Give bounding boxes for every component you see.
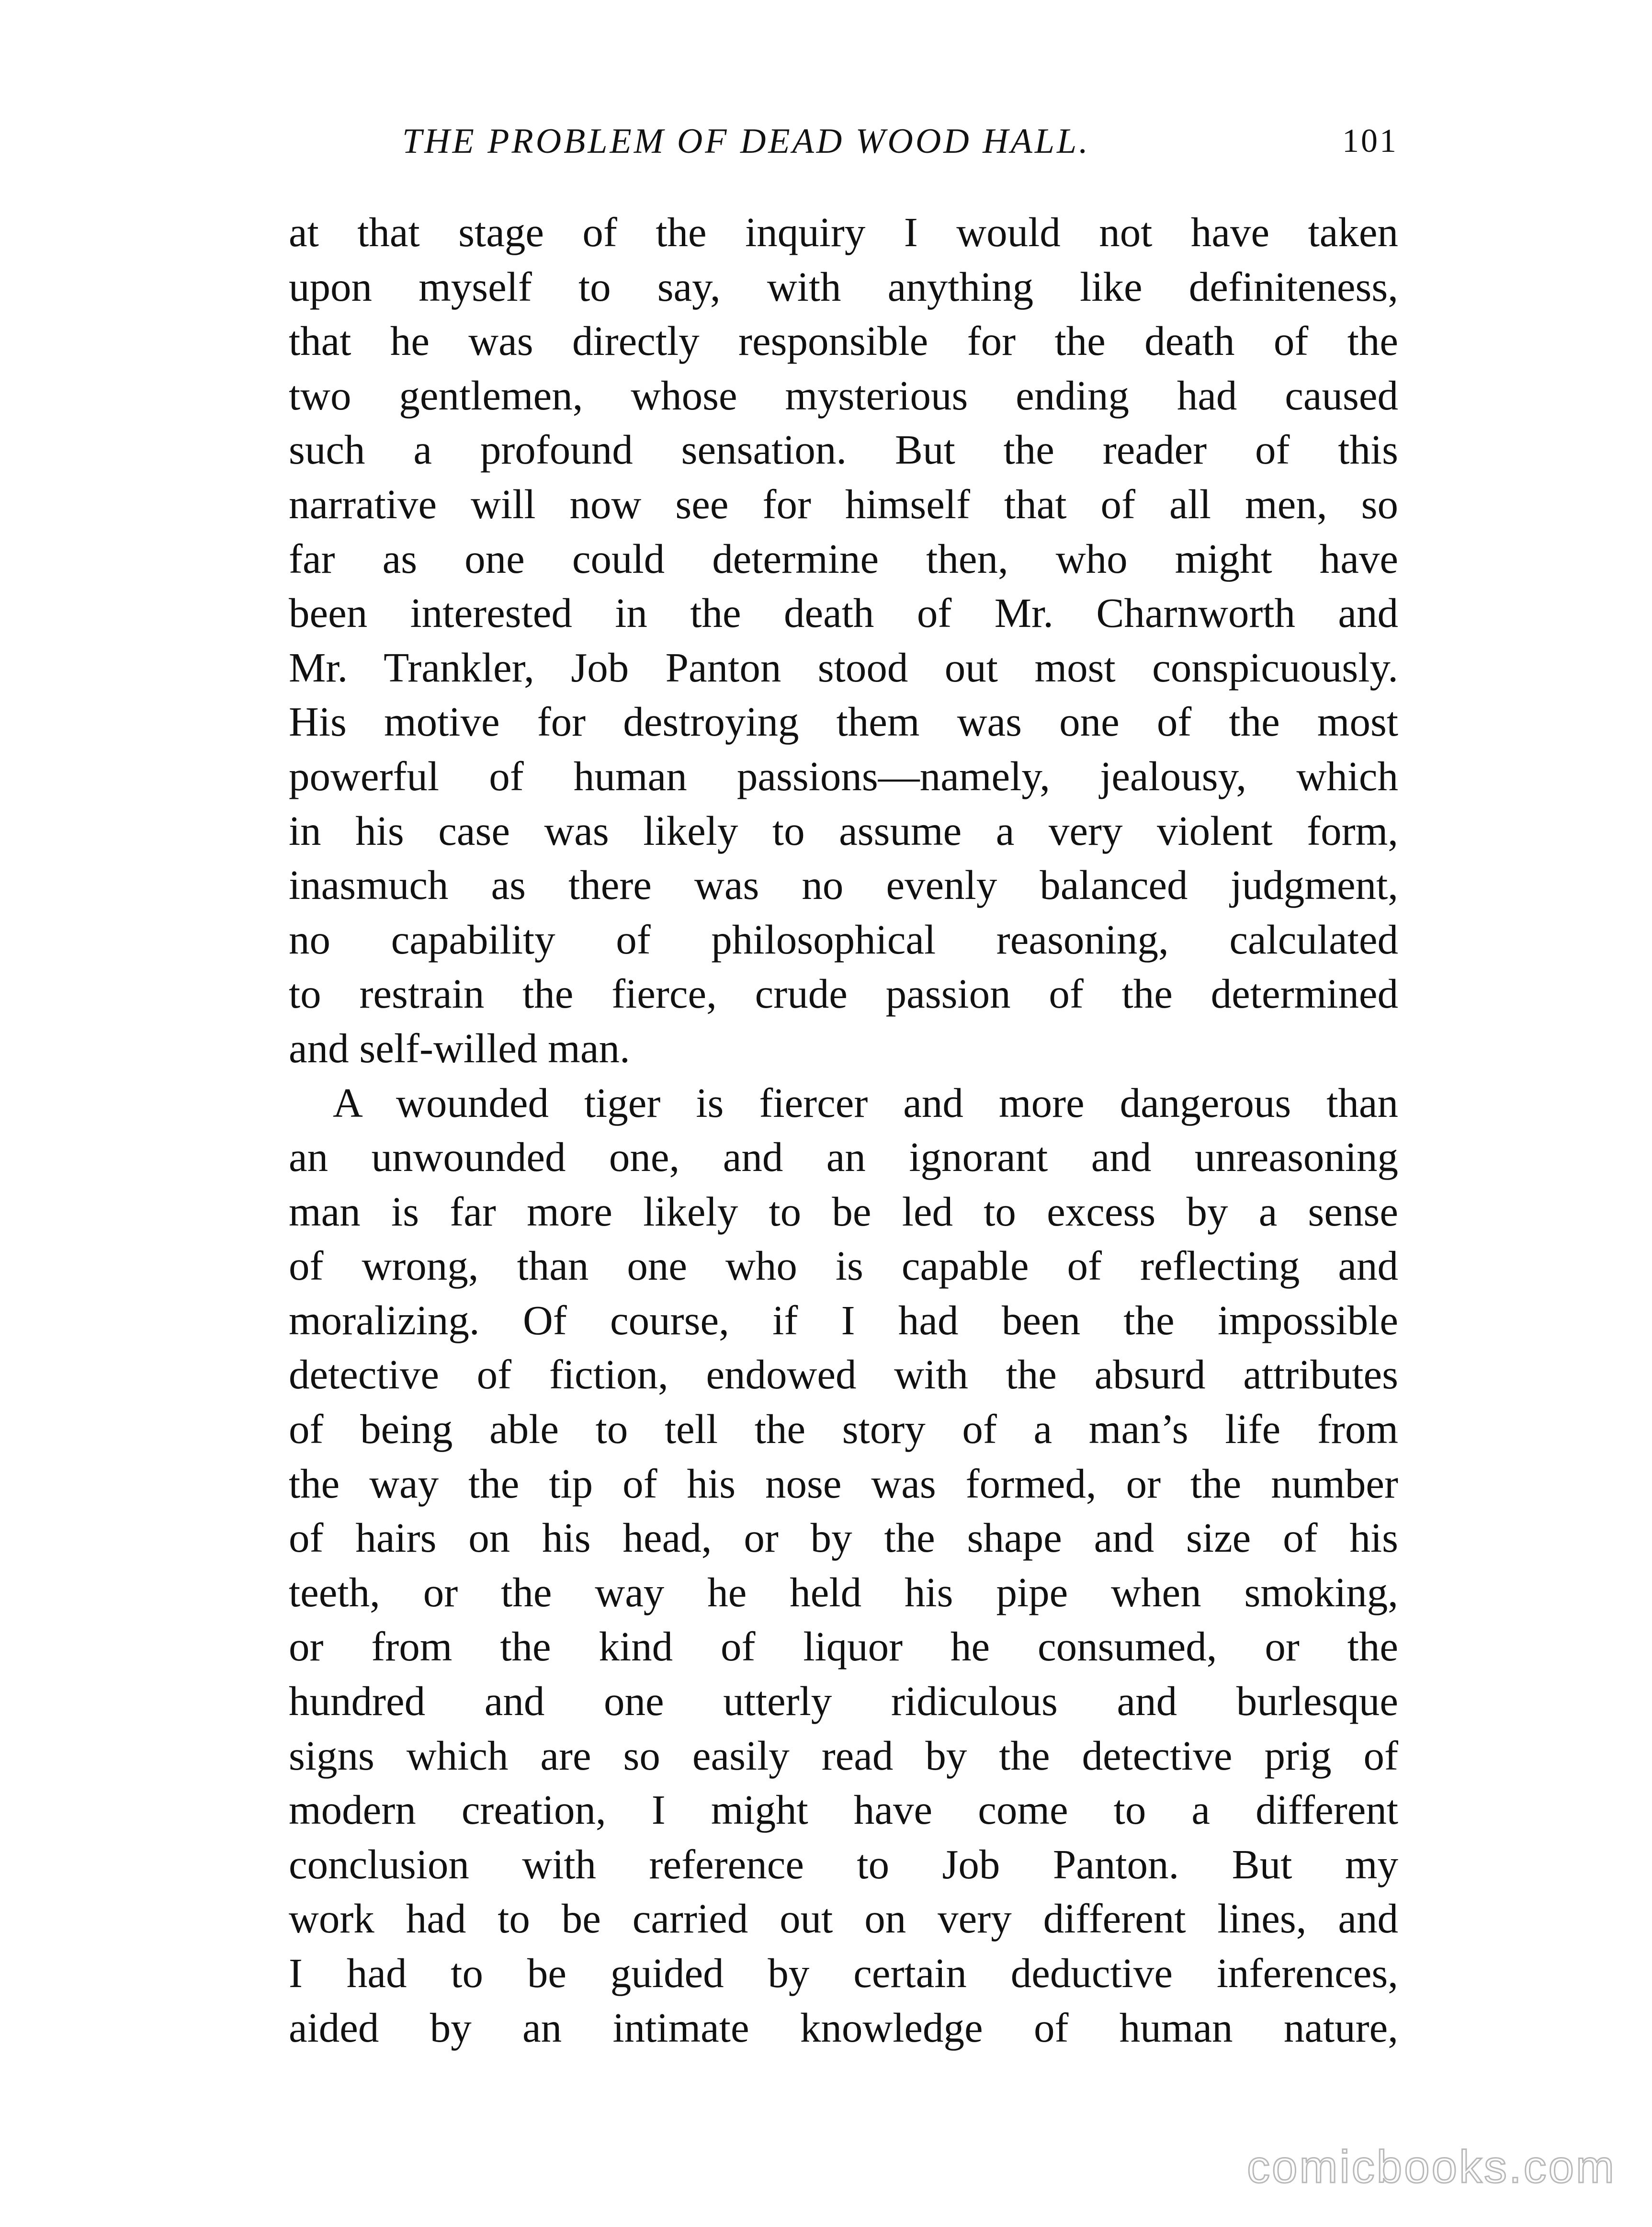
text-line: in his case was likely to assume a very violent form, xyxy=(289,807,1398,854)
text-line: at that stage of the inquiry I would not have taken xyxy=(289,209,1398,255)
text-line: no capability of philosophical reasoning, calculated xyxy=(289,916,1398,963)
text-line: narrative will now see for himself that of all men, so xyxy=(289,480,1398,527)
text-line: Mr. Trankler, Job Panton stood out most conspicuously. xyxy=(289,644,1398,691)
text-line: far as one could determine then, who might have xyxy=(289,535,1398,582)
text-line: and self-willed man. xyxy=(289,1024,630,1071)
text-line: the way the tip of his nose was formed, or the number xyxy=(289,1460,1398,1507)
page-number: 101 xyxy=(1342,123,1398,159)
text-line: upon myself to say, with anything like definiteness, xyxy=(289,263,1398,310)
text-line: been interested in the death of Mr. Charnworth and xyxy=(289,590,1398,636)
text-line: to restrain the fierce, crude passion of the determined xyxy=(289,970,1398,1017)
text-line: moralizing. Of course, if I had been the impossible xyxy=(289,1296,1398,1343)
text-line: of being able to tell the story of a man’s life from xyxy=(289,1406,1398,1453)
text-line: teeth, or the way he held his pipe when smoking, xyxy=(289,1568,1398,1615)
text-line: such a profound sensation. But the reader of this xyxy=(289,426,1398,473)
text-line: of wrong, than one who is capable of reflecting and xyxy=(289,1242,1398,1289)
text-line: of hairs on his head, or by the shape and size of his xyxy=(289,1514,1398,1561)
text-line: that he was directly responsible for the death of the xyxy=(289,318,1398,364)
text-line: two gentlemen, whose mysterious ending had caused xyxy=(289,372,1398,419)
text-line: signs which are so easily read by the detective prig of xyxy=(289,1732,1398,1779)
text-line: powerful of human passions—namely, jealousy, which xyxy=(289,752,1398,799)
text-line: aided by an intimate knowledge of human nature, xyxy=(289,2004,1398,2051)
text-line: I had to be guided by certain deductive inferences, xyxy=(289,1950,1398,1996)
text-line: an unwounded one, and an ignorant and unreasoning xyxy=(289,1134,1398,1181)
text-line: conclusion with reference to Job Panton. But my xyxy=(289,1841,1398,1887)
text-line: His motive for destroying them was one of the most xyxy=(289,698,1398,745)
body-text xyxy=(289,205,1398,2055)
text-line: detective of fiction, endowed with the absurd attributes xyxy=(289,1351,1398,1398)
text-line: man is far more likely to be led to excess by a sense xyxy=(289,1188,1398,1235)
text-line: hundred and one utterly ridiculous and burlesque xyxy=(289,1678,1398,1725)
text-line: A wounded tiger is fiercer and more dangerous than xyxy=(333,1079,1398,1126)
text-line: work had to be carried out on very different lines, and xyxy=(289,1895,1398,1942)
running-header xyxy=(287,115,1398,168)
watermark: comicbooks.com xyxy=(1247,2141,1616,2193)
text-line: modern creation, I might have come to a different xyxy=(289,1786,1398,1833)
text-line: or from the kind of liquor he consumed, or the xyxy=(289,1623,1398,1670)
running-title: THE PROBLEM OF DEAD WOOD HALL. xyxy=(402,122,1090,161)
text-line: inasmuch as there was no evenly balanced judgment, xyxy=(289,862,1398,909)
